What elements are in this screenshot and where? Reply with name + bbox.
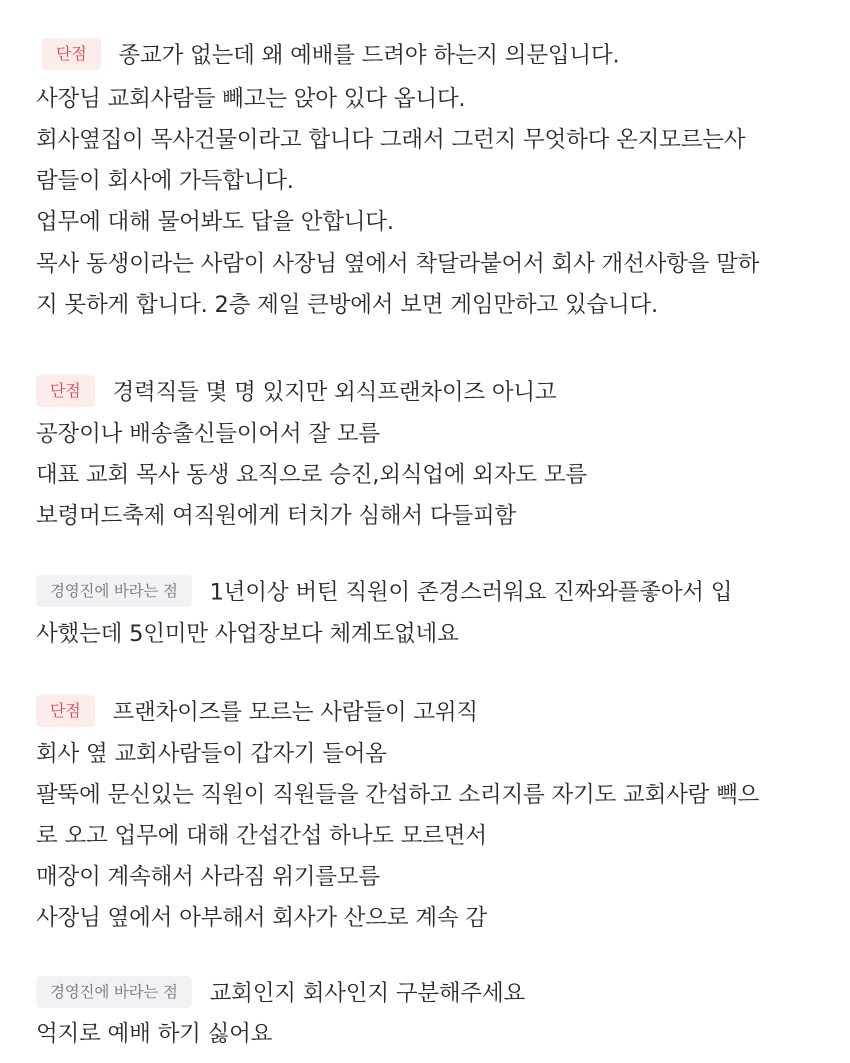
review-text: 프랜차이즈를 모르는 사람들이 고위직 (112, 699, 478, 726)
wish-badge: 경영진에 바라는 점 (36, 976, 192, 1008)
review-line: 회사 옆 교회사람들이 갑자기 들어옴 (36, 741, 387, 767)
review-line: 보령머드축제 여직원에게 터치가 심해서 다들피함 (36, 503, 517, 529)
review-line: 업무에 대해 물어봐도 답을 안합니다. (36, 209, 394, 235)
review-line (36, 978, 525, 1006)
review-line: 사했는데 5인미만 사업장보다 체계도없네요 (36, 621, 459, 647)
review-line: 억지로 예배 하기 싫어요 (36, 1021, 273, 1047)
con-badge: 단점 (36, 375, 95, 407)
review-text: 1년이상 버틴 직원이 존경스러워요 진짜와플좋아서 입 (209, 579, 733, 606)
review-line: 목사 동생이라는 사람이 사장님 옆에서 착달라붙어서 회사 개선사항을 말하 (36, 251, 760, 277)
review-line: 사장님 옆에서 아부해서 회사가 산으로 계속 감 (36, 905, 487, 931)
review-line: 로 오고 업무에 대해 간섭간섭 하나도 모르면서 (36, 823, 487, 849)
review-line (36, 577, 732, 605)
wish-badge: 경영진에 바라는 점 (36, 575, 192, 607)
review-line: 사장님 교회사람들 빼고는 앉아 있다 옵니다. (36, 86, 466, 112)
review-line: 람들이 회사에 가득합니다. (36, 168, 294, 194)
review-text: 경력직들 몇 명 있지만 외식프랜차이즈 아니고 (112, 379, 557, 406)
review-line (36, 697, 478, 725)
review-line (36, 377, 556, 405)
review-line: 대표 교회 목사 동생 요직으로 승진,외식업에 외자도 모름 (36, 462, 587, 488)
review-line: 공장이나 배송출신들이어서 잘 모름 (36, 421, 380, 447)
review-text: 종교가 없는데 왜 예배를 드려야 하는지 의문입니다. (118, 42, 620, 69)
con-badge: 단점 (36, 695, 95, 727)
review-line: 지 못하게 합니다. 2층 제일 큰방에서 보면 게임만하고 있습니다. (36, 292, 659, 318)
review-line: 팔뚝에 문신있는 직원이 직원들을 간섭하고 소리지름 자기도 교회사람 빽으 (36, 782, 760, 808)
review-line (42, 40, 619, 68)
review-line: 회사옆집이 목사건물이라고 합니다 그래서 그런지 무엇하다 온지모르는사 (36, 127, 746, 153)
con-badge: 단점 (42, 38, 101, 70)
review-text: 교회인지 회사인지 구분해주세요 (209, 980, 526, 1007)
review-line: 매장이 계속해서 사라짐 위기를모름 (36, 864, 380, 890)
